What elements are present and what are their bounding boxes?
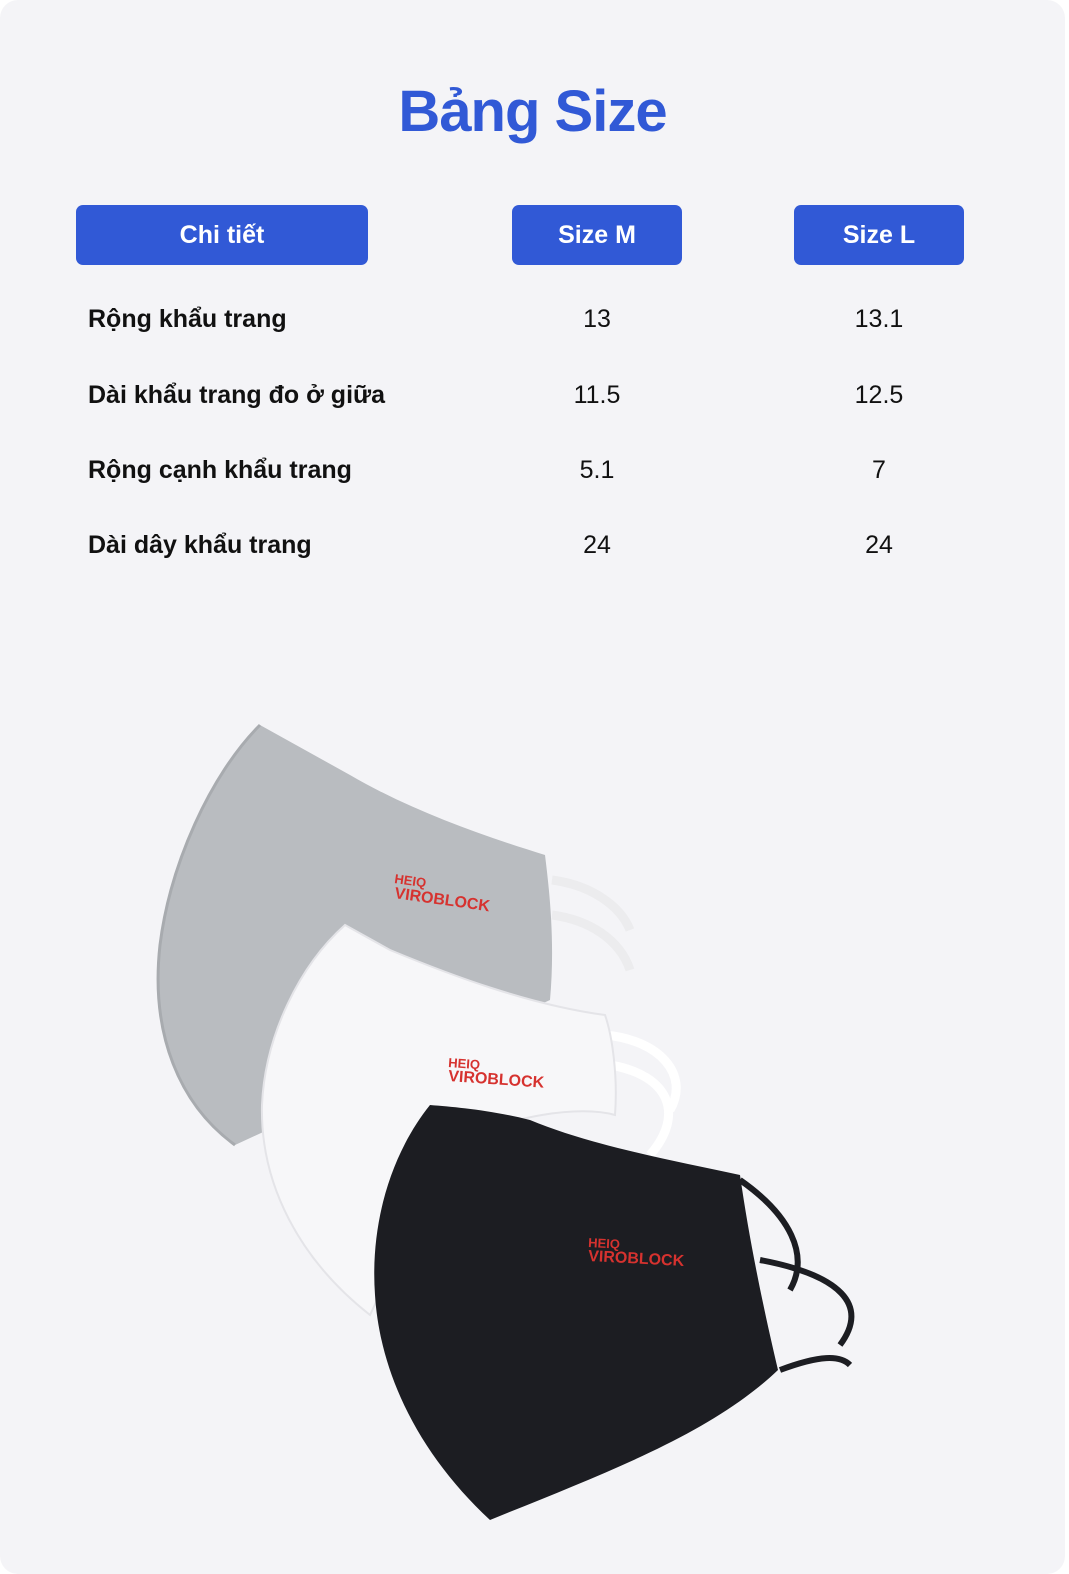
- table-row: [0, 450, 1065, 490]
- black-mask: [374, 1105, 851, 1520]
- header-size-m: Size M: [512, 205, 682, 265]
- value-size-m: 13: [583, 305, 611, 333]
- logo-small: HEIQ: [587, 1235, 621, 1252]
- value-size-l: 7: [872, 456, 886, 484]
- value-size-l: 13.1: [854, 305, 904, 333]
- value-size-m: 5.1: [579, 456, 615, 484]
- row-label: Dài dây khẩu trang: [88, 531, 312, 559]
- value-size-l: 12.5: [854, 381, 904, 409]
- value-size-l: 24: [865, 531, 893, 559]
- table-row: [0, 525, 1065, 565]
- row-label: Dài khẩu trang đo ở giữa: [88, 381, 386, 409]
- value-size-m: 24: [583, 531, 611, 559]
- value-size-m: 11.5: [573, 381, 621, 409]
- header-detail: Chi tiết: [76, 205, 368, 265]
- page-title: Bảng Size: [398, 79, 667, 144]
- header-size-l: Size L: [794, 205, 964, 265]
- product-masks-image: [150, 715, 880, 1535]
- table-row: [0, 375, 1065, 415]
- row-label: Rộng khẩu trang: [88, 305, 287, 333]
- logo-text: VIROBLOCK: [447, 1068, 545, 1092]
- table-row: [0, 299, 1065, 339]
- row-label: Rộng cạnh khẩu trang: [88, 456, 352, 484]
- logo-small: HEIQ: [393, 871, 428, 891]
- logo-text: VIROBLOCK: [393, 885, 491, 916]
- logo-text: VIROBLOCK: [587, 1248, 685, 1271]
- logo-small: HEIQ: [447, 1055, 481, 1073]
